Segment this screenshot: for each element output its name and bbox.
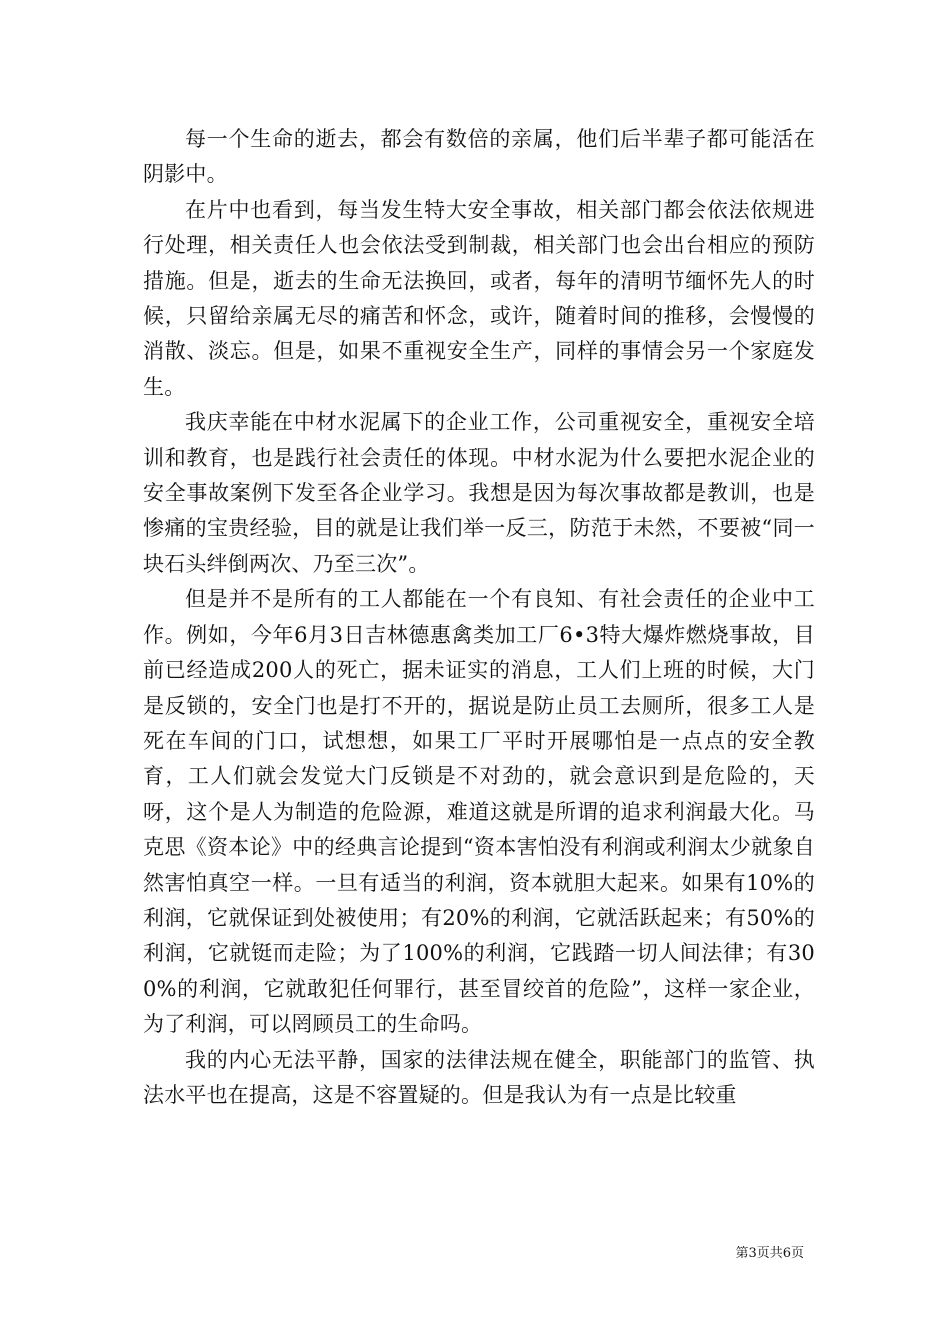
paragraph-3: 我庆幸能在中材水泥属下的企业工作，公司重视安全，重视安全培训和教育，也是践行社会责任的体现。中材水泥为什么要把水泥企业的安全事故案例下发至各企业学习。我想是因为每次事故都是教训，也是惨痛的宝贵经验，目的就是让我们举一反三，防范于未然，不要被“同一块石头绊倒两次、乃至三次”。	[143, 410, 815, 576]
paragraph-1: 每一个生命的逝去，都会有数倍的亲属，他们后半辈子都可能活在阴影中。	[143, 127, 815, 187]
paragraph-4: 但是并不是所有的工人都能在一个有良知、有社会责任的企业中工作。例如，今年6月3日吉林德惠禽类加工厂6•3特大爆炸燃烧事故，目前已经造成200人的死亡，据未证实的消息，工人们上班的时候，大门是反锁的，安全门也是打不开的，据说是防止员工去厕所，很多工人是死在车间的门口，试想想，如果工厂平时开展哪怕是一点点的安全教育，工人们就会发觉大门反锁是不对劲的，就会意识到是危险的，天呀，这个是人为制造的危险源，难道这就是所谓的追求利润最大化。马克思《资本论》中的经典言论提到“资本害怕没有利润或利润太少就象自然害怕真空一样。一旦有适当的利润，资本就胆大起来。如果有10%的利润，它就保证到处被使用；有20%的利润，它就活跃起来；有50%的利润，它就铤而走险；为了100%的利润，它践踏一切人间法律；有300%的利润，它就敢犯任何罪行，甚至冒绞首的危险”，这样一家企业，为了利润，可以罔顾员工的生命吗。	[143, 587, 815, 1037]
document-body	[143, 122, 815, 1113]
paragraph-2: 在片中也看到，每当发生特大安全事故，相关部门都会依法依规进行处理，相关责任人也会依法受到制裁，相关部门也会出台相应的预防措施。但是，逝去的生命无法换回，或者，每年的清明节缅怀先人的时候，只留给亲属无尽的痛苦和怀念，或许，随着时间的推移，会慢慢的消散、淡忘。但是，如果不重视安全生产，同样的事情会另一个家庭发生。	[143, 197, 815, 399]
page-number: 第3页共6页	[735, 1246, 804, 1261]
paragraph-5: 我的内心无法平静，国家的法律法规在健全，职能部门的监管、执法水平也在提高，这是不容置疑的。但是我认为有一点是比较重	[143, 1047, 815, 1107]
